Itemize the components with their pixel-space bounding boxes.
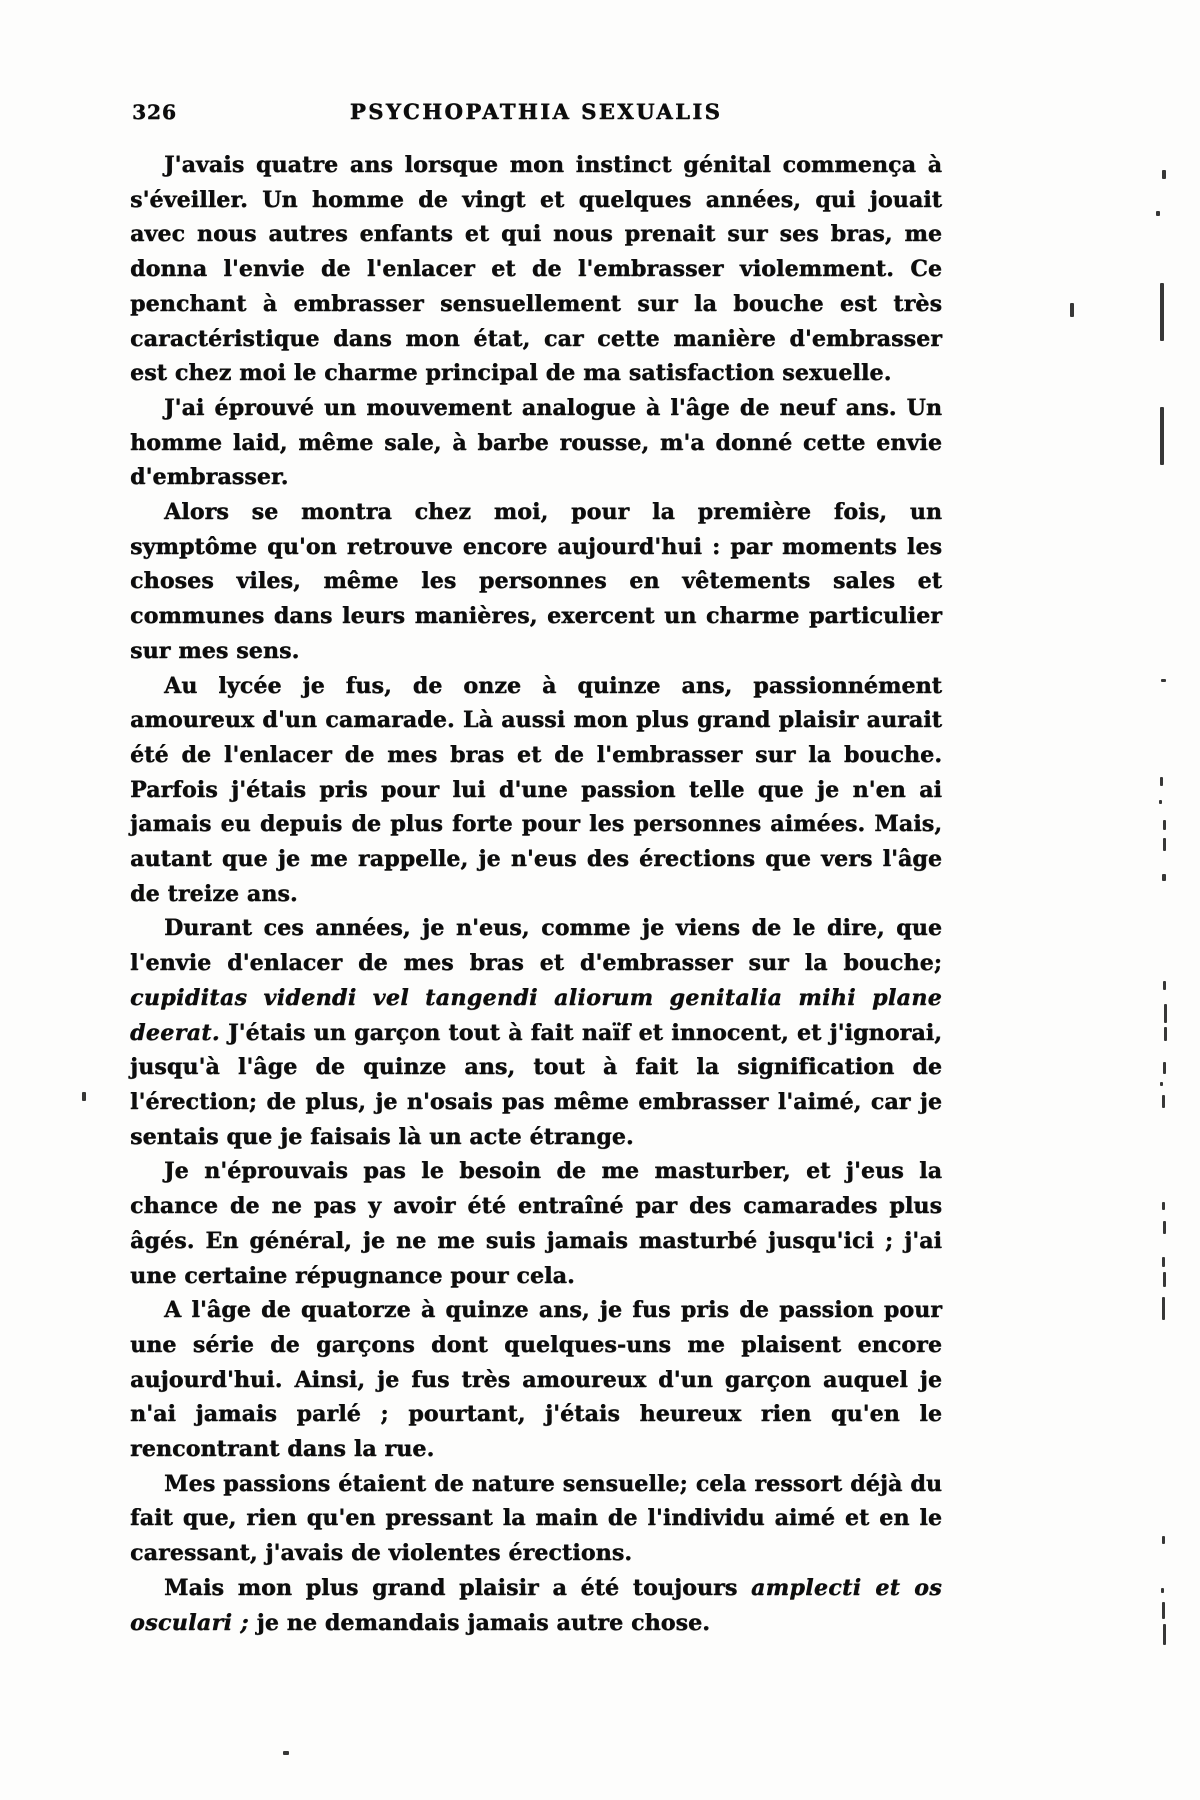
paragraph (130, 1154, 942, 1293)
paragraph (130, 1571, 942, 1640)
scan-noise-mark (1161, 679, 1166, 682)
scan-noise-mark (1163, 838, 1166, 851)
scan-noise-mark (1160, 283, 1164, 341)
scan-noise-mark (283, 1751, 289, 1755)
scan-noise-mark (1164, 1027, 1167, 1041)
page-number: 326 (132, 100, 177, 124)
latin-italic-text: cupiditas videndi vel tangendi aliorum genitalia mihi plane deerat. (130, 984, 942, 1046)
scan-noise-mark (1159, 800, 1162, 804)
scan-noise-mark (1162, 170, 1166, 179)
body-text: J'avais quatre ans lorsque mon instinct génital commença à s'éveiller. Un homme de vingt et quelques années, qui jouait avec nous autres enfants et qui nous prenait sur ses bras, me donna l'envie de l'enlacer et de l'embrasser violemment. Ce penchant à embrasser sensuellement sur la bouche est très caractéristique dans mon état, car cette manière d'embrasser est chez moi le charme principal de ma satisfaction sexuelle. (130, 152, 942, 387)
scan-noise-mark (1163, 1624, 1166, 1645)
paragraph (130, 911, 942, 1154)
scan-noise-mark (1070, 303, 1074, 317)
paragraph (130, 148, 942, 391)
body-text: A l'âge de quatorze à quinze ans, je fus pris de passion pour une série de garçons dont quelques-uns me plaisent encore aujourd'hui. Ainsi, je fus très amoureux d'un garçon auquel je n'ai jamais parlé ; pourtant, j'étais heureux rien qu'en le rencontrant dans la rue. (130, 1297, 942, 1463)
body-text: Alors se montra chez moi, pour la première fois, un symptôme qu'on retrouve encore aujourd'hui : par moments les choses viles, même les personnes en vêtements sales et communes dans leurs manières, exercent un charme particulier sur mes sens. (130, 499, 942, 664)
body-text: Durant ces années, je n'eus, comme je viens de le dire, que l'envie d'enlacer de mes bras et d'embrasser sur la bouche; (130, 915, 942, 977)
paragraph (130, 669, 942, 912)
scan-noise-mark (1163, 1062, 1166, 1074)
body-text: Mes passions étaient de nature sensuelle; cela ressort déjà du fait que, rien qu'en pressant la main de l'individu aimé et en le caressant, j'avais de violentes érections. (130, 1470, 942, 1567)
paragraph (130, 495, 942, 669)
scan-noise-mark (1161, 1588, 1164, 1593)
scan-noise-mark (1163, 981, 1166, 990)
scan-noise-mark (1162, 1257, 1165, 1267)
paragraph (130, 1467, 942, 1571)
scan-noise-mark (1162, 1602, 1165, 1619)
body-text: je ne demandais jamais autre chose. (248, 1609, 710, 1636)
scan-noise-mark (1160, 1082, 1163, 1086)
running-title: PSYCHOPATHIA SEXUALIS (349, 99, 723, 124)
scan-noise-mark (1164, 1004, 1167, 1023)
scan-noise-mark (1163, 1272, 1166, 1287)
scan-noise-mark (1163, 1221, 1166, 1234)
scan-noise-mark (1163, 820, 1166, 830)
body-text: Mais mon plus grand plaisir a été toujours (164, 1574, 751, 1601)
scan-noise-mark (82, 1092, 86, 1101)
body-text: Je n'éprouvais pas le besoin de me masturber, et j'eus la chance de ne pas y avoir été entraîné par des camarades plus âgés. En général, je ne me suis jamais masturbé jusqu'ici ; j'ai une certaine répugnance pour cela. (130, 1158, 942, 1289)
page-header (130, 98, 942, 128)
scan-noise-mark (1162, 1536, 1165, 1544)
scan-noise-mark (1162, 874, 1166, 881)
scan-noise-mark (1162, 1202, 1165, 1210)
text-block (130, 148, 942, 1640)
paragraph (130, 1293, 942, 1467)
scan-noise-mark (1162, 1095, 1165, 1108)
body-text: Au lycée je fus, de onze à quinze ans, passionnément amoureux d'un camarade. Là aussi mon plus grand plaisir aurait été de l'enlacer de mes bras et de l'embrasser sur la bouche. Parfois j'étais pris pour lui d'une passion telle que je n'en ai jamais eu depuis de plus forte pour les personnes aimées. Mais, autant que je me rappelle, je n'eus des érections que vers l'âge de treize ans. (130, 672, 942, 907)
body-text: J'étais un garçon tout à fait naïf et innocent, et j'ignorai, jusqu'à l'âge de quinze ans, tout à fait la signification de l'érection; de plus, je n'osais pas même embrasser l'aimé, car je sentais que je faisais là un acte étrange. (130, 1019, 942, 1150)
scan-noise-mark (1162, 1297, 1165, 1320)
latin-italic-text: amplecti et os osculari ; (130, 1574, 942, 1636)
paragraph (130, 391, 942, 495)
scan-noise-mark (1160, 777, 1163, 786)
scan-noise-mark (1160, 407, 1164, 465)
scan-noise-mark (1156, 211, 1160, 216)
body-text: J'ai éprouvé un mouvement analogue à l'âge de neuf ans. Un homme laid, même sale, à barbe rousse, m'a donné cette envie d'embrasser. (130, 394, 942, 491)
